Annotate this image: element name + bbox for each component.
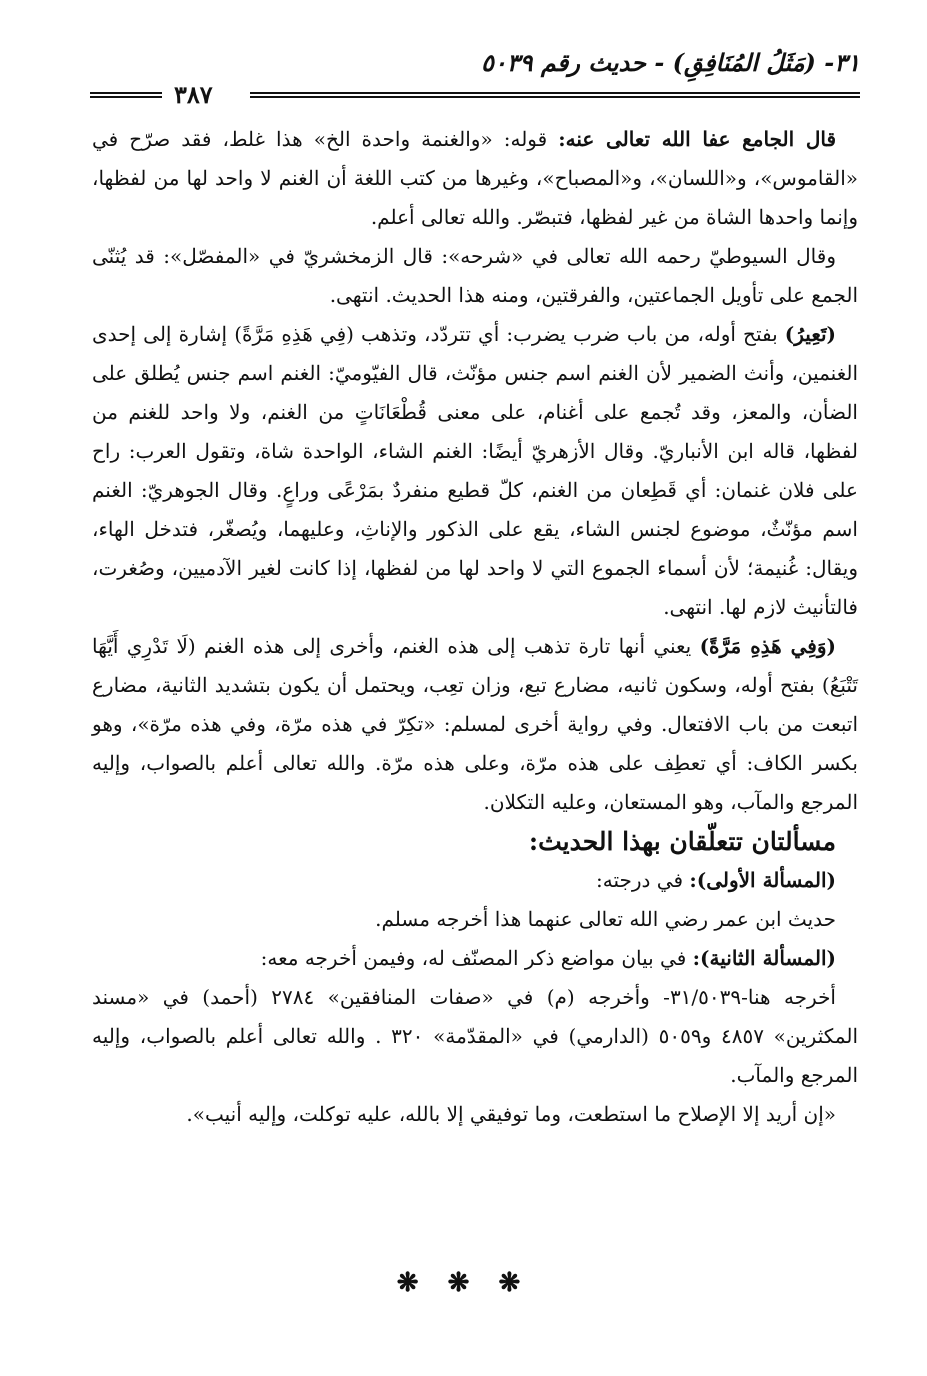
page-body [92,120,858,1134]
running-title: ٣١- (مَثَلُ المُنَافِقِ) - حديث رقم ٥٠٣٩ [481,48,860,77]
paragraph [92,315,858,627]
section-heading: مسألتان تتعلّقان بهذا الحديث: [528,827,836,856]
paragraph [92,237,858,315]
paragraph-text: يعني أنها تارة تذهب إلى هذه الغنم، وأخرى إلى هذه الغنم (لَا تَدْرِي أَيَّهَا تَتْبَعُ) بفتح أوله، وسكون ثانيه، مضارع تبع، وزان تعِب، ويحتمل أن يكون بتشديد الثانية، مضارع اتبعت من باب الافتعال. وفي رواية أخرى لمسلم: «تكِرّ في هذه مرّة، وفي هذه مرّة»، وهو بكسر الكاف: أي تعطِف على هذه مرّة، وعلى هذه مرّة. والله تعالى أعلم بالصواب، وإليه المرجع والمآب، وهو المستعان، وعليه التكلان. [92,634,858,814]
question-one-text: في درجته: [596,868,690,892]
page-header [90,48,860,108]
paragraph-lead: (تَعِيرُ) [784,322,836,346]
question-two-text: في بيان مواضع ذكر المصنّف له، وفيمن أخرجه معه: [260,946,693,970]
paragraph-text: وقال السيوطيّ رحمه الله تعالى في «شرحه»: قال الزمخشريّ في «المفصّل»: قد يُثنّى الجمع على تأويل الجماعتين، والفرقتين، ومنه هذا الحديث. انتهى. [92,244,858,307]
header-rule-right [250,92,860,98]
paragraph-text: قوله: «والغنمة واحدة الخ» هذا غلط، فقد صرّح في «القاموس»، و«اللسان»، و«المصباح»، وغيرها من كتب اللغة أن الغنم لا واحد لها من لفظها، وإنما واحدها الشاة من غير لفظها، فتبصّر. والله تعالى أعلم. [92,127,858,229]
question-one-lead: (المسألة الأولى): [689,868,836,892]
paragraph [92,627,858,822]
header-rule-left [90,92,162,98]
question-one [92,861,858,900]
question-one-body: حديث ابن عمر رضي الله تعالى عنهما هذا أخرجه مسلم. [375,907,836,931]
question-two-lead: (المسألة الثانية): [692,946,836,970]
paragraph-lead: (وَفِي هَذِهِ مَرَّةً) [699,634,836,658]
paragraph-lead: قال الجامع عفا الله تعالى عنه: [558,127,837,151]
question-two-body: أخرجه هنا-٣١/٥٠٣٩- وأخرجه (م) في «صفات المنافقين» ٢٧٨٤ (أحمد) في «مسند المكثرين» ٤٨٥٧ و٥٠٥٩ (الدارمي) في «المقدّمة» ٣٢٠ . والله تعالى أعلم بالصواب، وإليه المرجع والمآب. [92,985,859,1087]
end-ornament: ❋ ❋ ❋ [396,1268,531,1298]
page-number: ٣٨٧ [174,80,213,109]
question-two [92,939,858,978]
closing-quote: «إن أريد إلا الإصلاح ما استطعت، وما توفيقي إلا بالله، عليه توكلت، وإليه أنيب». [186,1102,836,1126]
paragraph [92,120,858,237]
paragraph-text: بفتح أوله، من باب ضرب يضرب: أي تتردّد، وتذهب (فِي هَذِهِ مَرَّةً) إشارة إلى إحدى الغنمين، وأنث الضمير لأن الغنم اسم جنس مؤنّث، قال الفيّوميّ: الغنم اسم جنس يُطلق على الضأن، والمعز، وقد تُجمع على أغنام، على معنى قُطْعَانَاتٍ من الغنم، ولا واحد للغنم من لفظها، قاله ابن الأنباريّ. وقال الأزهريّ أيضًا: الغنم الشاء، الواحدة شاة، وتقول العرب: راح على فلان غنمان: أي قَطِعان من الغنم، كلّ قطيع منفردٌ بمَرْعًى وراعٍ. وقال الجوهريّ: الغنم اسم مؤنّثٌ، موضوع لجنس الشاء، يقع على الذكور والإناثِ، وعليهما، ويُصغّر، فتدخل الهاء، ويقال: غُنيمة؛ لأن أسماء الجموع التي لا واحد لها من لفظها، إذا كانت لغير الآدميين، وصُغرت، فالتأنيث لازم لها. انتهى. [92,322,858,619]
